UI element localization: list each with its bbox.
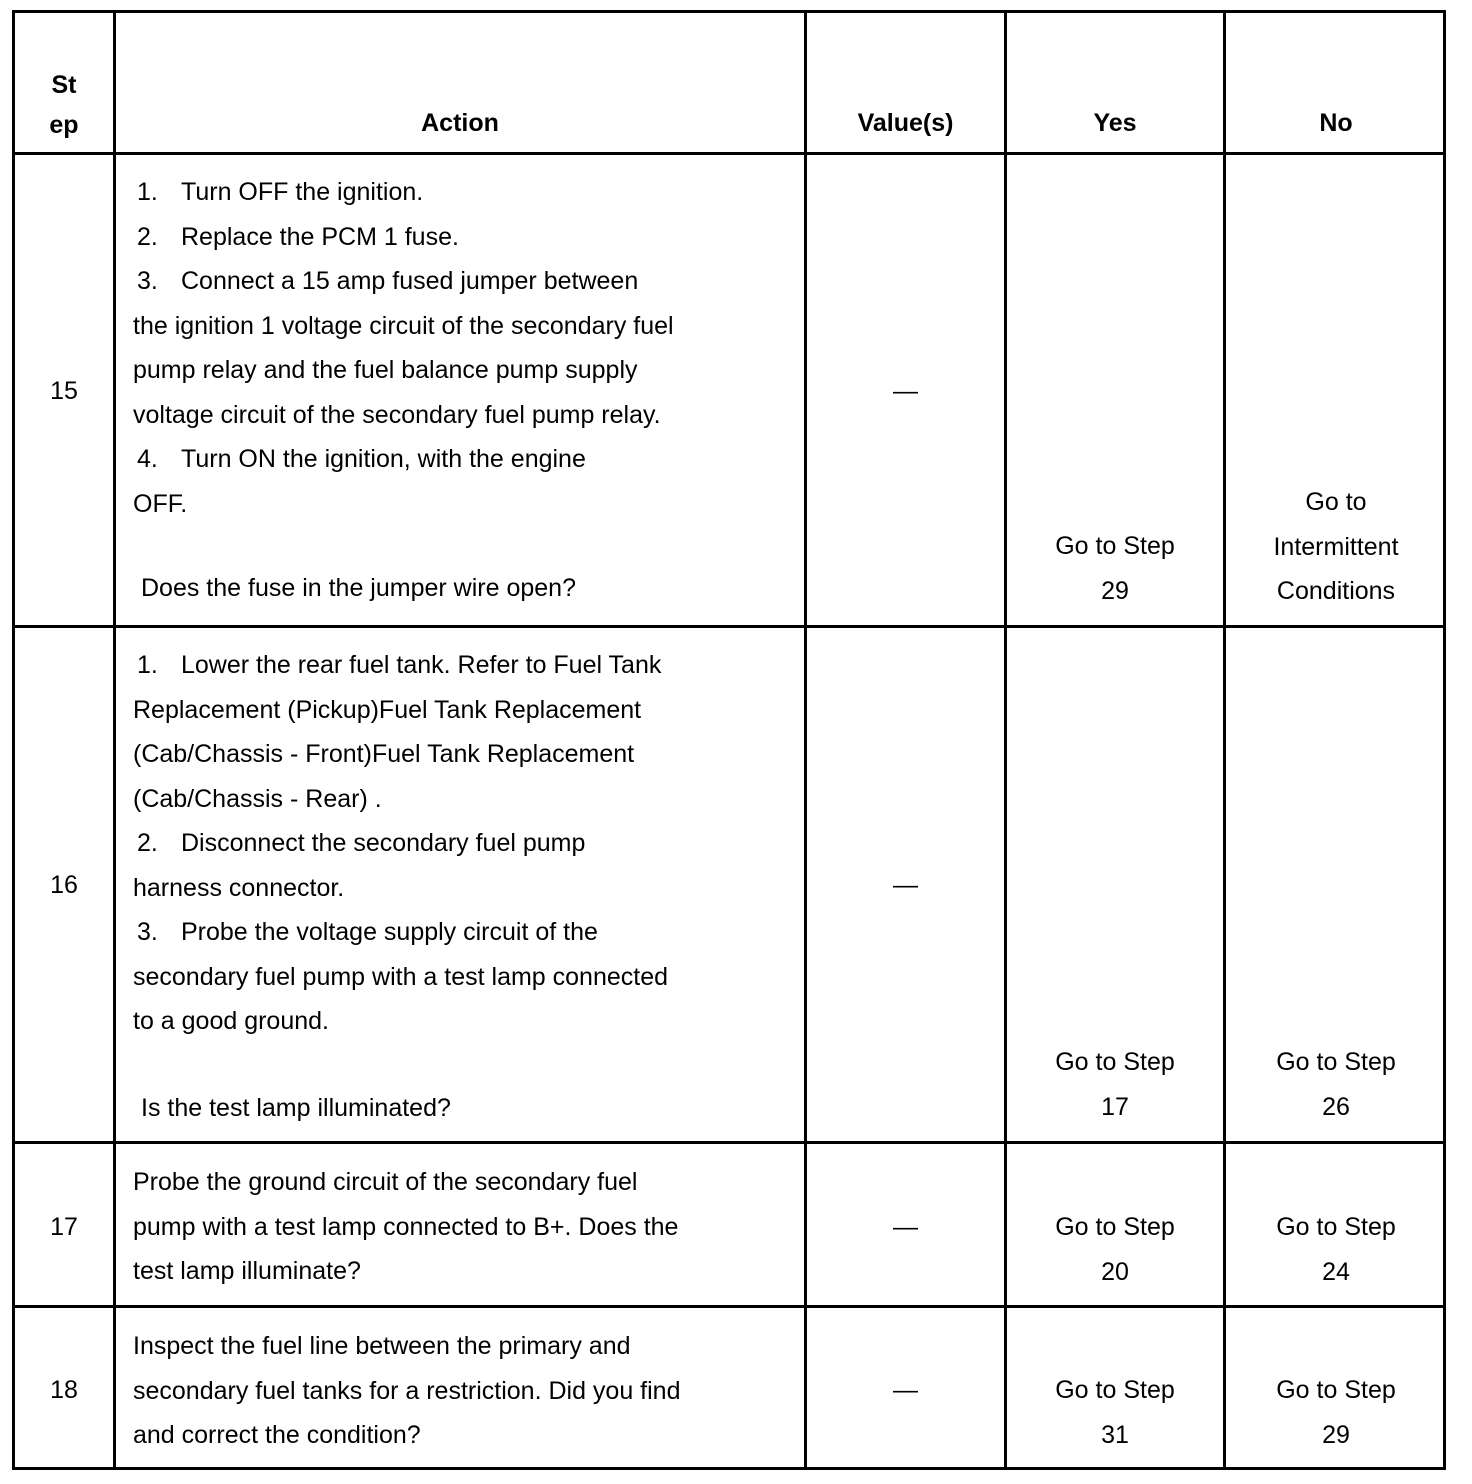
step-number: 16 xyxy=(50,871,78,899)
header-yes: Yes xyxy=(1093,109,1137,137)
list-item xyxy=(133,910,793,955)
row-divider xyxy=(15,1141,1443,1144)
action-line: pump with a test lamp connected to B+. Does the xyxy=(133,1212,679,1241)
no-line: Go to Step xyxy=(1276,1213,1396,1241)
step-number: 15 xyxy=(50,377,78,405)
no-line: Intermittent xyxy=(1273,532,1399,561)
diagnostic-table xyxy=(12,10,1446,1470)
no-cell[interactable] xyxy=(1226,1205,1446,1294)
action-line: Probe the ground circuit of the secondary fuel xyxy=(133,1168,638,1196)
no-line: 29 xyxy=(1322,1420,1350,1449)
action-line: the ignition 1 voltage circuit of the secondary fuel xyxy=(133,311,674,340)
row-divider xyxy=(15,625,1443,628)
no-line: Go to Step xyxy=(1276,1048,1396,1076)
item-number: 2. xyxy=(137,222,158,251)
value-cell: — xyxy=(893,1376,918,1404)
yes-line: 31 xyxy=(1101,1420,1129,1449)
no-cell[interactable] xyxy=(1226,480,1446,614)
column-divider xyxy=(113,13,116,1467)
item-number: 1. xyxy=(137,651,158,679)
yes-cell[interactable] xyxy=(1007,1368,1223,1457)
action-cell xyxy=(133,1160,793,1294)
yes-line: Go to Step xyxy=(1055,1376,1175,1404)
step-number: 18 xyxy=(50,1376,78,1404)
yes-line: Go to Step xyxy=(1055,1048,1175,1076)
yes-line: Go to Step xyxy=(1055,1213,1175,1241)
header-step xyxy=(15,65,113,145)
list-item xyxy=(133,215,793,260)
action-line: harness connector. xyxy=(133,873,345,902)
item-text: Probe the voltage supply circuit of the xyxy=(181,918,598,946)
yes-cell[interactable] xyxy=(1007,1205,1223,1294)
item-number: 3. xyxy=(137,267,158,295)
yes-line: 29 xyxy=(1101,576,1129,605)
action-line: secondary fuel pump with a test lamp connected xyxy=(133,962,669,991)
action-line: pump relay and the fuel balance pump supply xyxy=(133,356,638,384)
item-number: 4. xyxy=(137,445,158,473)
item-number: 1. xyxy=(137,178,158,206)
row-divider xyxy=(15,152,1443,155)
action-line: test lamp illuminate? xyxy=(133,1257,361,1285)
action-cell xyxy=(133,1324,793,1458)
spacer xyxy=(133,1044,793,1086)
no-line: 24 xyxy=(1322,1257,1350,1286)
action-line: Replacement (Pickup)Fuel Tank Replacement xyxy=(133,695,642,724)
action-cell xyxy=(133,170,793,611)
item-text: Lower the rear fuel tank. Refer to Fuel Tank xyxy=(181,651,662,679)
header-values: Value(s) xyxy=(857,109,954,137)
action-cell xyxy=(133,643,793,1130)
list-item xyxy=(133,437,793,482)
action-question: Does the fuse in the jumper wire open? xyxy=(141,574,576,602)
no-cell[interactable] xyxy=(1226,1040,1446,1129)
spacer xyxy=(133,526,793,566)
yes-cell[interactable] xyxy=(1007,1040,1223,1129)
no-cell[interactable] xyxy=(1226,1368,1446,1457)
action-line: OFF. xyxy=(133,489,188,518)
header-step-line: St xyxy=(51,71,77,99)
header-no: No xyxy=(1319,109,1353,137)
item-text: Turn ON the ignition, with the engine xyxy=(181,445,586,473)
item-text: Disconnect the secondary fuel pump xyxy=(181,829,586,857)
value-cell: — xyxy=(893,871,918,899)
list-item xyxy=(133,821,793,866)
yes-line: Go to Step xyxy=(1055,532,1175,560)
action-question: Is the test lamp illuminated? xyxy=(141,1093,451,1122)
list-item xyxy=(133,259,793,304)
item-text: Turn OFF the ignition. xyxy=(181,178,424,206)
action-line: secondary fuel tanks for a restriction. Did you find xyxy=(133,1376,681,1405)
action-line: (Cab/Chassis - Rear) . xyxy=(133,784,382,813)
no-line: Conditions xyxy=(1276,577,1396,605)
list-item xyxy=(133,170,793,215)
value-cell: — xyxy=(893,377,918,405)
no-line: 26 xyxy=(1322,1092,1350,1121)
action-line: and correct the condition? xyxy=(133,1421,421,1449)
no-line: Go to Step xyxy=(1276,1376,1396,1404)
header-action: Action xyxy=(421,109,499,137)
item-text: Connect a 15 amp fused jumper between xyxy=(181,267,639,295)
action-line: Inspect the fuel line between the primary and xyxy=(133,1332,631,1360)
item-number: 3. xyxy=(137,918,158,946)
action-line: to a good ground. xyxy=(133,1007,329,1035)
item-number: 2. xyxy=(137,829,158,857)
action-line: voltage circuit of the secondary fuel pump relay. xyxy=(133,400,661,429)
action-line: (Cab/Chassis - Front)Fuel Tank Replacement xyxy=(133,740,635,768)
value-cell: — xyxy=(893,1213,918,1241)
header-step-line: ep xyxy=(49,111,79,139)
item-text: Replace the PCM 1 fuse. xyxy=(181,222,459,251)
no-line: Go to xyxy=(1305,488,1367,516)
yes-line: 17 xyxy=(1101,1092,1129,1121)
row-divider xyxy=(15,1305,1443,1308)
yes-line: 20 xyxy=(1101,1257,1129,1286)
step-number: 17 xyxy=(50,1213,78,1241)
yes-cell[interactable] xyxy=(1007,524,1223,613)
list-item xyxy=(133,643,793,688)
